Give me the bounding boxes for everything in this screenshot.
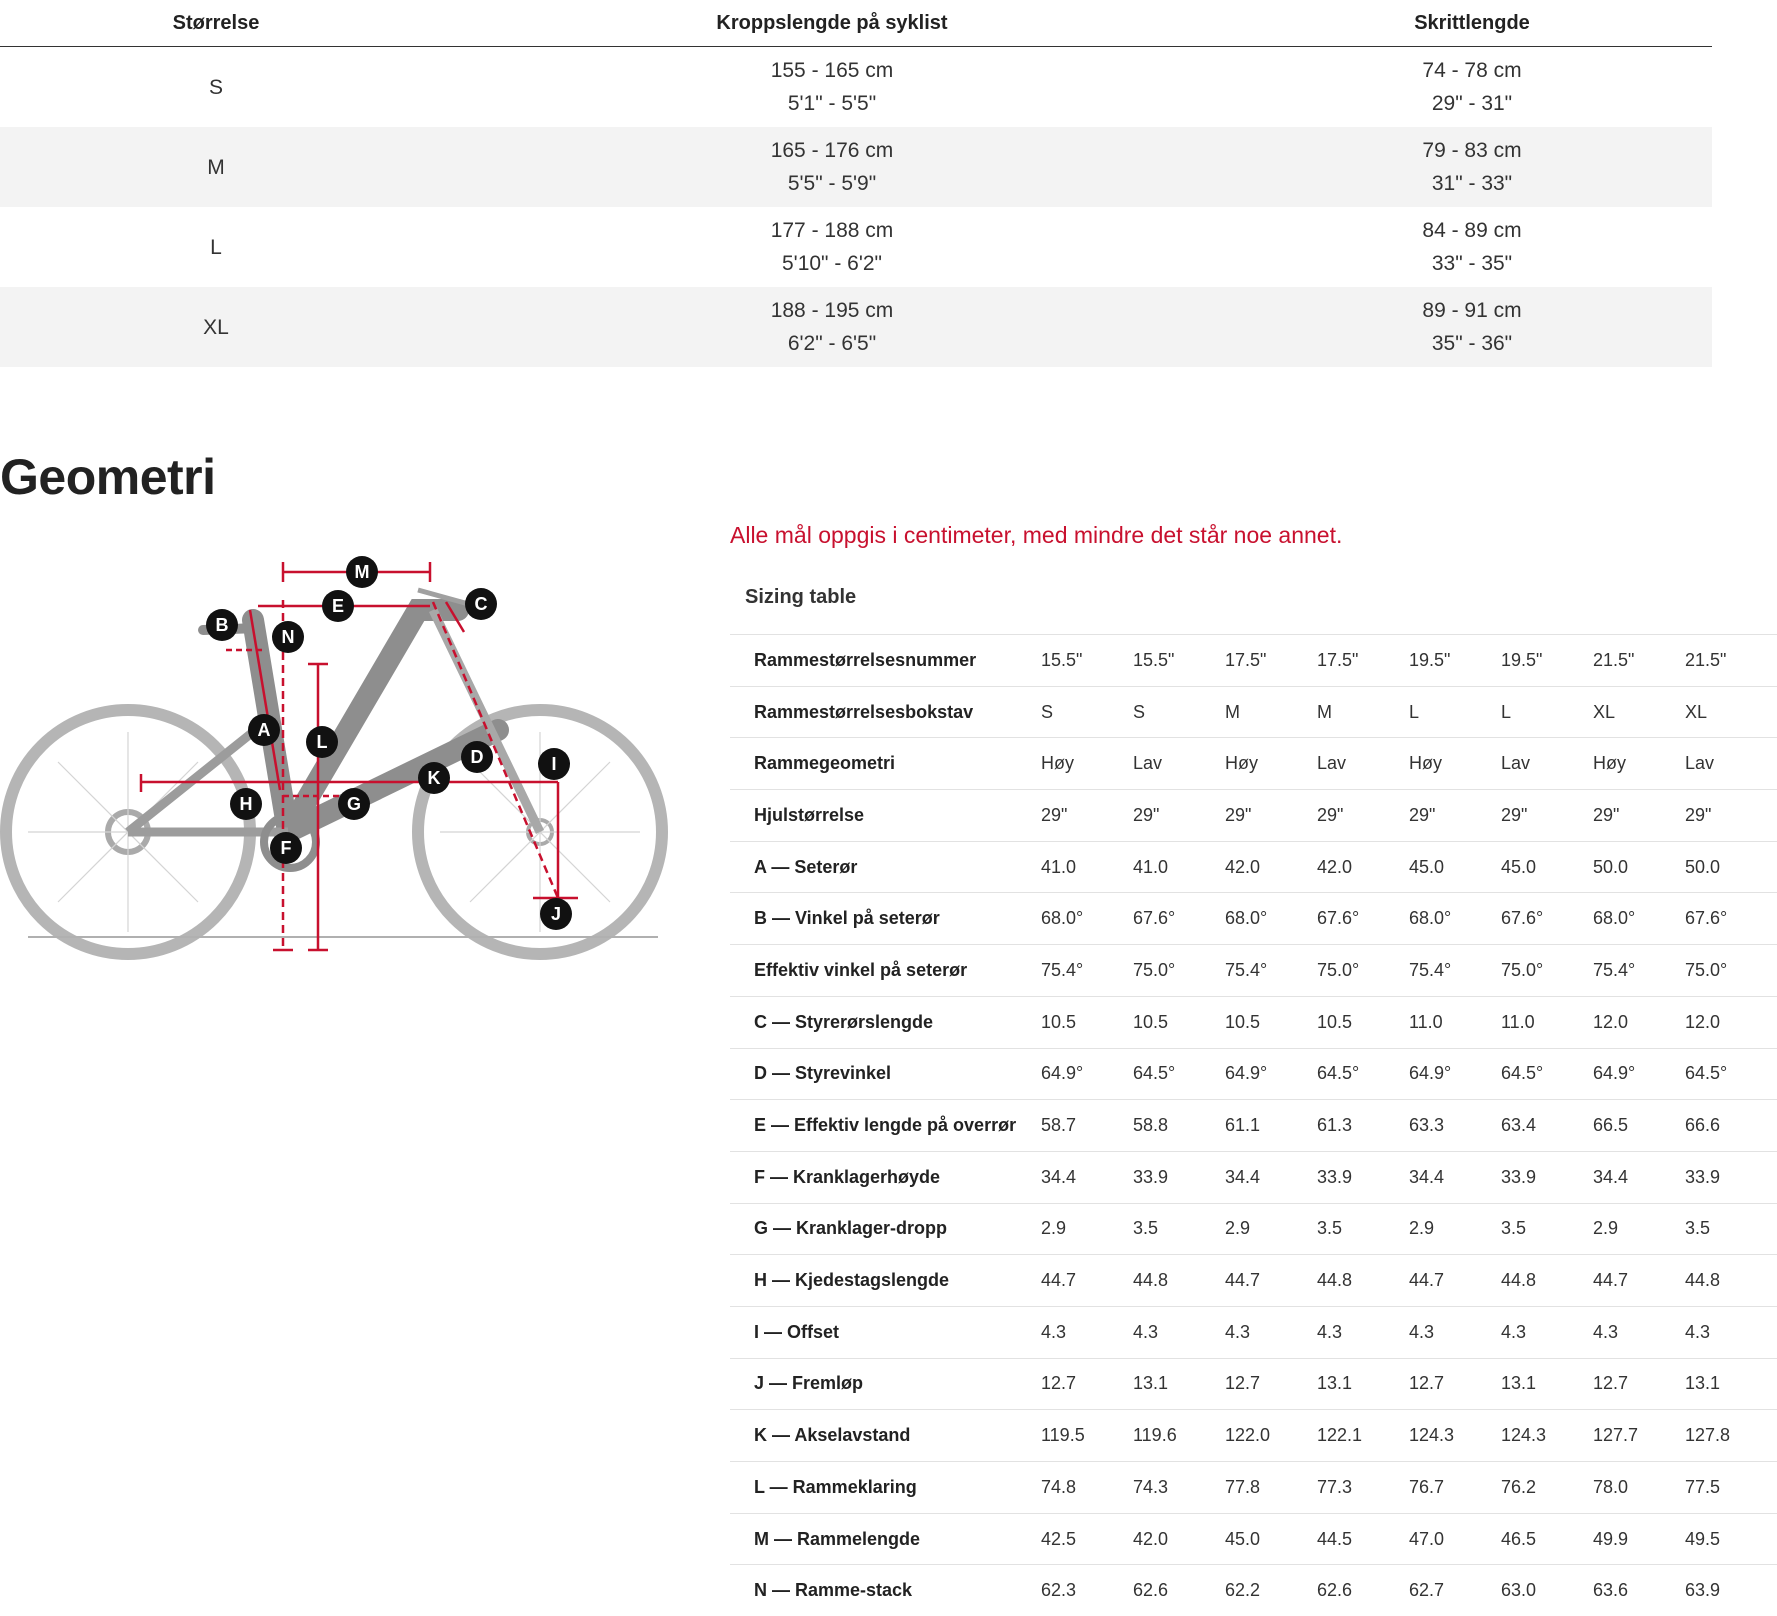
- geometry-value-cell: 49.5: [1685, 1513, 1777, 1565]
- geometry-row: [730, 1306, 1777, 1358]
- geometry-value-cell: 76.7: [1409, 1462, 1501, 1514]
- badge-m: [346, 556, 378, 588]
- inseam-cm: 89 - 91 cm: [1422, 299, 1521, 322]
- badge-l: [306, 726, 338, 758]
- geometry-row: [730, 893, 1777, 945]
- badge-n: [272, 621, 304, 653]
- size-row: [0, 127, 1712, 207]
- geometry-value-cell: M: [1225, 686, 1317, 738]
- geometry-value-cell: 42.0: [1133, 1513, 1225, 1565]
- geometry-value-cell: 42.0: [1225, 841, 1317, 893]
- geometry-value-cell: Høy: [1041, 738, 1133, 790]
- geometry-value-cell: 46.5: [1501, 1513, 1593, 1565]
- geometry-value-cell: 68.0°: [1041, 893, 1133, 945]
- diagram-badges: [206, 556, 572, 930]
- geometry-value-cell: 44.7: [1225, 1255, 1317, 1307]
- svg-text:F: F: [281, 838, 292, 858]
- geometry-value-cell: 77.5: [1685, 1462, 1777, 1514]
- geometry-row-label: J — Fremløp: [730, 1358, 1041, 1410]
- svg-text:C: C: [475, 594, 488, 614]
- geometry-row: [730, 1513, 1777, 1565]
- geometry-value-cell: 33.9: [1501, 1151, 1593, 1203]
- geometry-value-cell: Lav: [1501, 738, 1593, 790]
- geometry-value-cell: 122.1: [1317, 1410, 1409, 1462]
- dimension-lines: [141, 562, 578, 950]
- geometry-value-cell: 44.5: [1317, 1513, 1409, 1565]
- geometry-row-label: Rammestørrelsesbokstav: [730, 686, 1041, 738]
- geometry-value-cell: 67.6°: [1685, 893, 1777, 945]
- size-cell: M: [0, 127, 432, 207]
- geometry-value-cell: 64.5°: [1133, 1048, 1225, 1100]
- size-cell: S: [0, 47, 432, 128]
- geometry-value-cell: 67.6°: [1317, 893, 1409, 945]
- geometry-value-cell: 41.0: [1133, 841, 1225, 893]
- svg-text:G: G: [347, 794, 361, 814]
- inseam-cell: [1232, 287, 1712, 367]
- geometry-value-cell: Høy: [1593, 738, 1685, 790]
- geometry-value-cell: 3.5: [1317, 1203, 1409, 1255]
- geometry-value-cell: 12.0: [1685, 996, 1777, 1048]
- badge-k: [418, 762, 450, 794]
- geometry-value-cell: 124.3: [1409, 1410, 1501, 1462]
- geometry-value-cell: 61.3: [1317, 1100, 1409, 1152]
- sizing-table-caption: Sizing table: [745, 586, 856, 609]
- inseam-column-header: Skrittlengde: [1232, 0, 1712, 47]
- geometry-value-cell: 34.4: [1593, 1151, 1685, 1203]
- geometry-value-cell: 12.7: [1225, 1358, 1317, 1410]
- geometry-value-cell: 42.5: [1041, 1513, 1133, 1565]
- geometry-row-label: Hjulstørrelse: [730, 790, 1041, 842]
- geometry-value-cell: 75.0°: [1685, 945, 1777, 997]
- units-note: Alle mål oppgis i centimeter, med mindre det står noe annet.: [730, 522, 1342, 549]
- svg-text:H: H: [240, 794, 253, 814]
- geometry-row-label: M — Rammelengde: [730, 1513, 1041, 1565]
- badge-h: [230, 788, 262, 820]
- geometry-row-label: Rammegeometri: [730, 738, 1041, 790]
- geometry-value-cell: 4.3: [1317, 1306, 1409, 1358]
- geometry-value-cell: 29": [1133, 790, 1225, 842]
- geometry-value-cell: S: [1041, 686, 1133, 738]
- geometry-value-cell: Lav: [1317, 738, 1409, 790]
- svg-text:A: A: [258, 720, 271, 740]
- badge-e: [322, 590, 354, 622]
- height-cm: 188 - 195 cm: [771, 299, 894, 322]
- geometry-row: [730, 1100, 1777, 1152]
- geometry-value-cell: 66.5: [1593, 1100, 1685, 1152]
- geometry-value-cell: 15.5": [1133, 635, 1225, 687]
- svg-text:J: J: [551, 904, 561, 924]
- geometry-value-cell: 42.0: [1317, 841, 1409, 893]
- geometry-value-cell: 64.5°: [1685, 1048, 1777, 1100]
- geometry-value-cell: 74.8: [1041, 1462, 1133, 1514]
- height-cell: [432, 287, 1232, 367]
- geometry-row: [730, 790, 1777, 842]
- geometry-row: [730, 1462, 1777, 1514]
- geometry-value-cell: 64.9°: [1409, 1048, 1501, 1100]
- geometry-table-body: [730, 635, 1777, 1616]
- geometry-value-cell: 50.0: [1593, 841, 1685, 893]
- geometry-value-cell: 62.3: [1041, 1565, 1133, 1616]
- geometry-value-cell: XL: [1685, 686, 1777, 738]
- height-cell: [432, 47, 1232, 128]
- geometry-value-cell: 4.3: [1501, 1306, 1593, 1358]
- geometry-value-cell: 44.8: [1317, 1255, 1409, 1307]
- geometry-value-cell: 4.3: [1685, 1306, 1777, 1358]
- geometry-value-cell: 12.7: [1593, 1358, 1685, 1410]
- geometry-value-cell: 63.0: [1501, 1565, 1593, 1616]
- geometry-row-label: F — Kranklagerhøyde: [730, 1151, 1041, 1203]
- geometry-value-cell: 63.9: [1685, 1565, 1777, 1616]
- geometry-value-cell: 11.0: [1501, 996, 1593, 1048]
- geometry-value-cell: 3.5: [1685, 1203, 1777, 1255]
- height-ft: 5'5" - 5'9": [788, 172, 876, 195]
- geometry-value-cell: 29": [1041, 790, 1133, 842]
- geometry-value-cell: 3.5: [1133, 1203, 1225, 1255]
- geometry-row: [730, 1410, 1777, 1462]
- geometry-value-cell: 12.0: [1593, 996, 1685, 1048]
- geometry-value-cell: 77.8: [1225, 1462, 1317, 1514]
- geometry-title: Geometri: [0, 448, 216, 506]
- geometry-value-cell: 2.9: [1593, 1203, 1685, 1255]
- geometry-value-cell: 75.4°: [1225, 945, 1317, 997]
- geometry-value-cell: 12.7: [1409, 1358, 1501, 1410]
- geometry-value-cell: 62.2: [1225, 1565, 1317, 1616]
- svg-text:L: L: [317, 732, 328, 752]
- geometry-row-label: A — Seterør: [730, 841, 1041, 893]
- geometry-value-cell: 10.5: [1225, 996, 1317, 1048]
- geometry-value-cell: 2.9: [1409, 1203, 1501, 1255]
- geometry-value-cell: 12.7: [1041, 1358, 1133, 1410]
- badge-j: [540, 898, 572, 930]
- geometry-row-label: I — Offset: [730, 1306, 1041, 1358]
- geometry-value-cell: 64.9°: [1593, 1048, 1685, 1100]
- geometry-value-cell: 33.9: [1685, 1151, 1777, 1203]
- geometry-value-cell: 10.5: [1133, 996, 1225, 1048]
- geometry-value-cell: 75.4°: [1041, 945, 1133, 997]
- geometry-value-cell: 34.4: [1225, 1151, 1317, 1203]
- geometry-sizing-table: [730, 634, 1777, 1616]
- size-column-header: Størrelse: [0, 0, 432, 47]
- height-ft: 5'10" - 6'2": [782, 252, 882, 275]
- geometry-value-cell: 78.0: [1593, 1462, 1685, 1514]
- geometry-row: [730, 1255, 1777, 1307]
- geometry-value-cell: 64.5°: [1501, 1048, 1593, 1100]
- geometry-row: [730, 1048, 1777, 1100]
- size-row: [0, 207, 1712, 287]
- body-height-column-header: Kroppslengde på syklist: [432, 0, 1232, 47]
- geometry-value-cell: S: [1133, 686, 1225, 738]
- geometry-row: [730, 686, 1777, 738]
- inseam-cell: [1232, 47, 1712, 128]
- geometry-value-cell: Lav: [1133, 738, 1225, 790]
- badge-f: [270, 832, 302, 864]
- geometry-value-cell: 74.3: [1133, 1462, 1225, 1514]
- geometry-value-cell: 63.4: [1501, 1100, 1593, 1152]
- inseam-in: 33" - 35": [1432, 252, 1512, 275]
- geometry-value-cell: 13.1: [1685, 1358, 1777, 1410]
- geometry-value-cell: 58.8: [1133, 1100, 1225, 1152]
- geometry-value-cell: 62.6: [1317, 1565, 1409, 1616]
- geometry-value-cell: 44.7: [1409, 1255, 1501, 1307]
- geometry-value-cell: 49.9: [1593, 1513, 1685, 1565]
- geometry-value-cell: 58.7: [1041, 1100, 1133, 1152]
- geometry-value-cell: 19.5": [1501, 635, 1593, 687]
- geometry-value-cell: 29": [1409, 790, 1501, 842]
- geometry-value-cell: 62.6: [1133, 1565, 1225, 1616]
- geometry-value-cell: 67.6°: [1133, 893, 1225, 945]
- geometry-value-cell: 47.0: [1409, 1513, 1501, 1565]
- geometry-value-cell: 63.6: [1593, 1565, 1685, 1616]
- geometry-value-cell: 29": [1225, 790, 1317, 842]
- badge-b: [206, 609, 238, 641]
- size-chart-header: [0, 0, 1712, 47]
- geometry-value-cell: 64.9°: [1041, 1048, 1133, 1100]
- height-cell: [432, 207, 1232, 287]
- geometry-value-cell: 64.9°: [1225, 1048, 1317, 1100]
- size-row: [0, 47, 1712, 128]
- geometry-row: [730, 841, 1777, 893]
- geometry-value-cell: 75.0°: [1501, 945, 1593, 997]
- geometry-value-cell: L: [1501, 686, 1593, 738]
- geometry-row-label: N — Ramme-stack: [730, 1565, 1041, 1616]
- geometry-value-cell: 41.0: [1041, 841, 1133, 893]
- geometry-value-cell: 21.5": [1593, 635, 1685, 687]
- geometry-row: [730, 1151, 1777, 1203]
- geometry-value-cell: 33.9: [1133, 1151, 1225, 1203]
- geometry-value-cell: 64.5°: [1317, 1048, 1409, 1100]
- svg-text:B: B: [216, 615, 229, 635]
- bike-geometry-diagram: [18, 580, 668, 1000]
- geometry-value-cell: 44.7: [1593, 1255, 1685, 1307]
- geometry-value-cell: 75.0°: [1133, 945, 1225, 997]
- geometry-value-cell: 29": [1593, 790, 1685, 842]
- geometry-value-cell: Høy: [1225, 738, 1317, 790]
- inseam-cell: [1232, 207, 1712, 287]
- fork: [433, 610, 540, 832]
- geometry-value-cell: 127.8: [1685, 1410, 1777, 1462]
- inseam-cell: [1232, 127, 1712, 207]
- geometry-row-label: E — Effektiv lengde på overrør: [730, 1100, 1041, 1152]
- inseam-cm: 74 - 78 cm: [1422, 59, 1521, 82]
- geometry-value-cell: 119.5: [1041, 1410, 1133, 1462]
- geometry-value-cell: 44.8: [1501, 1255, 1593, 1307]
- svg-text:N: N: [282, 627, 295, 647]
- geometry-value-cell: 15.5": [1041, 635, 1133, 687]
- geometry-value-cell: 29": [1501, 790, 1593, 842]
- inseam-in: 31" - 33": [1432, 172, 1512, 195]
- geometry-value-cell: 68.0°: [1593, 893, 1685, 945]
- geometry-value-cell: 67.6°: [1501, 893, 1593, 945]
- inseam-in: 29" - 31": [1432, 92, 1512, 115]
- geometry-row: [730, 945, 1777, 997]
- geometry-value-cell: 61.1: [1225, 1100, 1317, 1152]
- geometry-row-label: Rammestørrelsesnummer: [730, 635, 1041, 687]
- geometry-value-cell: 77.3: [1317, 1462, 1409, 1514]
- geometry-value-cell: 29": [1317, 790, 1409, 842]
- geometry-value-cell: 17.5": [1317, 635, 1409, 687]
- geometry-value-cell: 34.4: [1409, 1151, 1501, 1203]
- svg-text:E: E: [332, 596, 344, 616]
- geometry-row-label: B — Vinkel på seterør: [730, 893, 1041, 945]
- geometry-row: [730, 996, 1777, 1048]
- geometry-value-cell: 4.3: [1225, 1306, 1317, 1358]
- geometry-row-label: D — Styrevinkel: [730, 1048, 1041, 1100]
- geometry-row-label: K — Akselavstand: [730, 1410, 1041, 1462]
- height-cell: [432, 127, 1232, 207]
- geometry-row: [730, 635, 1777, 687]
- geometry-value-cell: 4.3: [1593, 1306, 1685, 1358]
- inseam-cm: 79 - 83 cm: [1422, 139, 1521, 162]
- svg-text:M: M: [355, 562, 370, 582]
- height-ft: 6'2" - 6'5": [788, 332, 876, 355]
- badge-c: [465, 588, 497, 620]
- geometry-row-label: L — Rammeklaring: [730, 1462, 1041, 1514]
- geometry-value-cell: 4.3: [1409, 1306, 1501, 1358]
- geometry-value-cell: 2.9: [1225, 1203, 1317, 1255]
- geometry-value-cell: 13.1: [1133, 1358, 1225, 1410]
- geometry-row-label: C — Styrerørslengde: [730, 996, 1041, 1048]
- geometry-value-cell: 34.4: [1041, 1151, 1133, 1203]
- geometry-value-cell: 76.2: [1501, 1462, 1593, 1514]
- geometry-value-cell: 44.8: [1685, 1255, 1777, 1307]
- geometry-value-cell: 10.5: [1041, 996, 1133, 1048]
- geometry-row: [730, 1203, 1777, 1255]
- geometry-value-cell: 75.4°: [1409, 945, 1501, 997]
- geometry-value-cell: M: [1317, 686, 1409, 738]
- inseam-cm: 84 - 89 cm: [1422, 219, 1521, 242]
- geometry-value-cell: 10.5: [1317, 996, 1409, 1048]
- svg-text:D: D: [471, 747, 484, 767]
- geometry-value-cell: 122.0: [1225, 1410, 1317, 1462]
- geometry-value-cell: 75.0°: [1317, 945, 1409, 997]
- size-chart-table: [0, 0, 1712, 367]
- geometry-value-cell: 63.3: [1409, 1100, 1501, 1152]
- geometry-value-cell: Høy: [1409, 738, 1501, 790]
- geometry-value-cell: 17.5": [1225, 635, 1317, 687]
- geometry-value-cell: 68.0°: [1225, 893, 1317, 945]
- inseam-in: 35" - 36": [1432, 332, 1512, 355]
- geometry-value-cell: 13.1: [1501, 1358, 1593, 1410]
- geometry-value-cell: 29": [1685, 790, 1777, 842]
- geometry-value-cell: 45.0: [1225, 1513, 1317, 1565]
- geometry-value-cell: 4.3: [1041, 1306, 1133, 1358]
- geometry-value-cell: 75.4°: [1593, 945, 1685, 997]
- height-cm: 177 - 188 cm: [771, 219, 894, 242]
- geometry-row: [730, 1358, 1777, 1410]
- size-cell: L: [0, 207, 432, 287]
- geometry-value-cell: 68.0°: [1409, 893, 1501, 945]
- height-ft: 5'1" - 5'5": [788, 92, 876, 115]
- badge-a: [248, 714, 280, 746]
- geometry-value-cell: 62.7: [1409, 1565, 1501, 1616]
- badge-d: [461, 741, 493, 773]
- geometry-value-cell: 44.8: [1133, 1255, 1225, 1307]
- badge-g: [338, 788, 370, 820]
- geometry-row-label: H — Kjedestagslengde: [730, 1255, 1041, 1307]
- geometry-value-cell: 13.1: [1317, 1358, 1409, 1410]
- geometry-row-label: G — Kranklager-dropp: [730, 1203, 1041, 1255]
- geometry-value-cell: 124.3: [1501, 1410, 1593, 1462]
- height-cm: 155 - 165 cm: [771, 59, 894, 82]
- geometry-row-label: Effektiv vinkel på seterør: [730, 945, 1041, 997]
- geometry-value-cell: L: [1409, 686, 1501, 738]
- geometry-value-cell: Lav: [1685, 738, 1777, 790]
- geometry-value-cell: 45.0: [1409, 841, 1501, 893]
- height-cm: 165 - 176 cm: [771, 139, 894, 162]
- geometry-value-cell: 33.9: [1317, 1151, 1409, 1203]
- geometry-value-cell: 3.5: [1501, 1203, 1593, 1255]
- geometry-value-cell: 21.5": [1685, 635, 1777, 687]
- geometry-row: [730, 738, 1777, 790]
- geometry-value-cell: 2.9: [1041, 1203, 1133, 1255]
- geometry-row: [730, 1565, 1777, 1616]
- geometry-value-cell: 66.6: [1685, 1100, 1777, 1152]
- geometry-value-cell: 119.6: [1133, 1410, 1225, 1462]
- size-cell: XL: [0, 287, 432, 367]
- geometry-value-cell: 11.0: [1409, 996, 1501, 1048]
- svg-text:K: K: [428, 768, 441, 788]
- geometry-value-cell: 50.0: [1685, 841, 1777, 893]
- geometry-value-cell: 45.0: [1501, 841, 1593, 893]
- svg-text:I: I: [551, 754, 556, 774]
- size-row: [0, 287, 1712, 367]
- geometry-value-cell: 44.7: [1041, 1255, 1133, 1307]
- geometry-value-cell: 19.5": [1409, 635, 1501, 687]
- geometry-value-cell: 4.3: [1133, 1306, 1225, 1358]
- geometry-value-cell: XL: [1593, 686, 1685, 738]
- geometry-value-cell: 127.7: [1593, 1410, 1685, 1462]
- badge-i: [538, 748, 570, 780]
